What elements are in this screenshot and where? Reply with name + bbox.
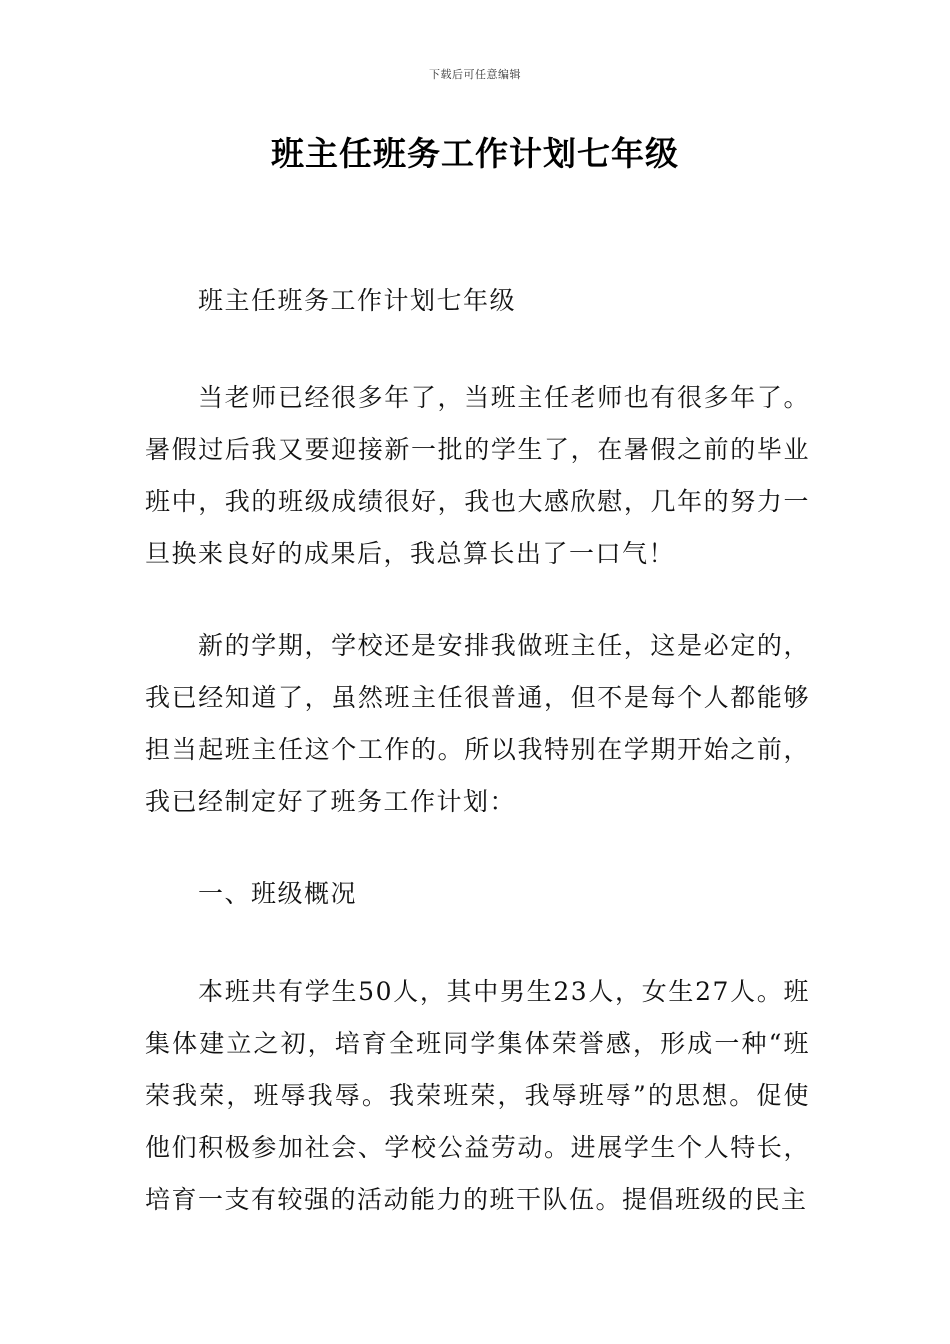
section-heading-class-overview: 一、班级概况 [198,879,358,908]
paragraph-plan: 新的学期，学校还是安排我做班主任，这是必定的，我已经知道了，虽然班主任很普通，但不是每个人都能够担当起班主任这个工作的。所以我特别在学期开始之前，我已经制定好了班务工作计划： [145,631,810,816]
header-note: 下载后可任意编辑 [429,68,521,81]
paragraph-class-overview: 本班共有学生50人，其中男生23人，女生27人。班集体建立之初，培育全班同学集体荣誉感，形成一种“班荣我荣，班辱我辱。我荣班荣，我辱班辱”的思想。促使他们积极参加社会、学校公益劳动。进展学生个人特长，培育一支有较强的活动能力的班干队伍。提倡班级的民主 [145,977,810,1214]
document-subtitle: 班主任班务工作计划七年级 [198,286,517,315]
document-title: 班主任班务工作计划七年级 [271,134,679,173]
paragraph-intro: 当老师已经很多年了，当班主任老师也有很多年了。暑假过后我又要迎接新一批的学生了，在暑假之前的毕业班中，我的班级成绩很好，我也大感欣慰，几年的努力一旦换来良好的成果后，我总算长出了一口气！ [145,383,810,568]
